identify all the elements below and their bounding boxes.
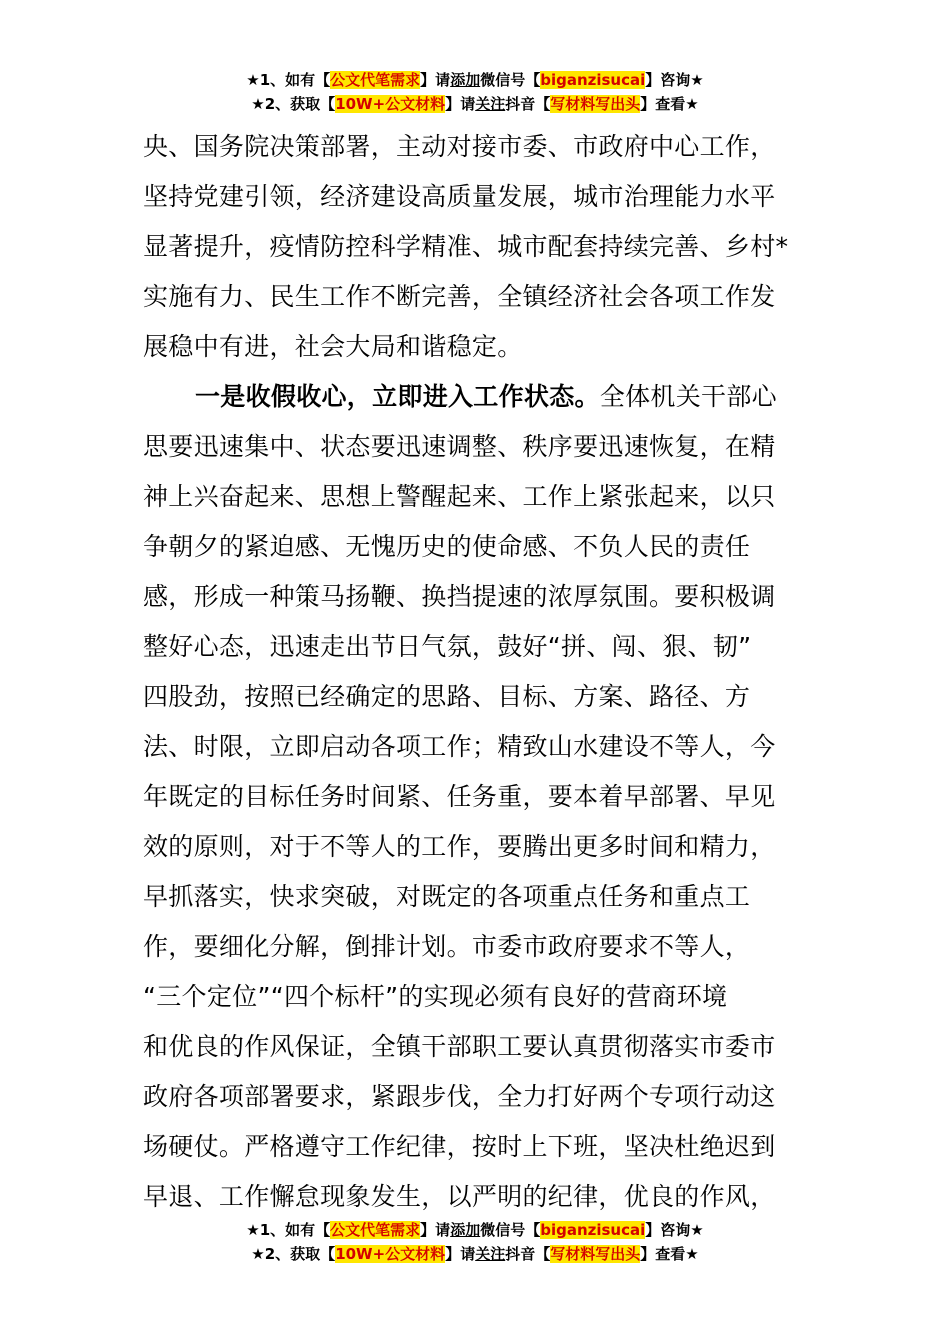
document-body	[143, 122, 808, 1222]
text-line: 政府各项部署要求，紧跟步伐，全力打好两个专项行动这	[143, 1082, 776, 1111]
text-line: 思要迅速集中、状态要迅速调整、秩序要迅速恢复，在精	[143, 432, 776, 461]
text-line: 坚持党建引领，经济建设高质量发展，城市治理能力水平	[143, 182, 776, 211]
banner-text: 抖音【	[505, 95, 551, 113]
banner-text: ★2、获取【	[251, 1245, 336, 1263]
banner-highlight: 写材料写出头	[550, 1245, 641, 1263]
banner-underline: 关注	[475, 95, 506, 113]
banner-text: 】咨询★	[645, 1221, 704, 1239]
text-span: 全体机关干部心	[599, 382, 777, 411]
footer-banner	[0, 1218, 950, 1266]
banner-underline: 关注	[475, 1245, 506, 1263]
banner-underline: 添加	[450, 1221, 481, 1239]
text-line: 感，形成一种策马扬鞭、换挡提速的浓厚氛围。要积极调	[143, 582, 776, 611]
banner-text: ★1、如有【	[246, 1221, 331, 1239]
banner-text: 】请	[420, 71, 451, 89]
text-line: 年既定的目标任务时间紧、任务重，要本着早部署、早见	[143, 782, 776, 811]
banner-highlight: 公文代笔需求	[330, 1221, 421, 1239]
text-line: 四股劲，按照已经确定的思路、目标、方案、路径、方	[143, 682, 751, 711]
banner-text: 】请	[420, 1221, 451, 1239]
banner-highlight: biganzisucai	[540, 1221, 646, 1239]
banner-text: 微信号【	[480, 71, 541, 89]
banner-underline: 添加	[450, 71, 481, 89]
paragraph-1	[143, 122, 808, 372]
paragraph-2	[143, 372, 808, 1222]
banner-text: 】请	[445, 1245, 476, 1263]
text-line: 整好心态，迅速走出节日气氛，鼓好“拼、闯、狠、韧”	[143, 632, 752, 661]
banner-text: ★1、如有【	[246, 71, 331, 89]
text-line: 作，要细化分解，倒排计划。市委市政府要求不等人，	[143, 932, 751, 961]
banner-highlight: 写材料写出头	[550, 95, 641, 113]
banner-line-2	[0, 92, 950, 116]
banner-text: 】查看★	[640, 95, 699, 113]
banner-highlight: 10W+公文材料	[335, 1245, 446, 1263]
banner-line-1	[0, 1218, 950, 1242]
text-line: 争朝夕的紧迫感、无愧历史的使命感、不负人民的责任	[143, 532, 751, 561]
banner-text: 抖音【	[505, 1245, 551, 1263]
banner-highlight: 10W+公文材料	[335, 95, 446, 113]
banner-line-1	[0, 68, 950, 92]
banner-text: 微信号【	[480, 1221, 541, 1239]
text-line: 展稳中有进，社会大局和谐稳定。	[143, 332, 523, 361]
banner-highlight: 公文代笔需求	[330, 71, 421, 89]
banner-highlight: biganzisucai	[540, 71, 646, 89]
text-line: 效的原则，对于不等人的工作，要腾出更多时间和精力，	[143, 832, 776, 861]
banner-text: ★2、获取【	[251, 95, 336, 113]
banner-text: 】请	[445, 95, 476, 113]
text-line: 场硬仗。严格遵守工作纪律，按时上下班，坚决杜绝迟到	[143, 1132, 776, 1161]
text-line-lead	[143, 372, 808, 422]
banner-text: 】查看★	[640, 1245, 699, 1263]
text-line: 早抓落实，快求突破，对既定的各项重点任务和重点工	[143, 882, 751, 911]
section-heading: 一是收假收心，立即进入工作状态。	[195, 382, 600, 411]
banner-line-2	[0, 1242, 950, 1266]
text-line: 早退、工作懈怠现象发生，以严明的纪律，优良的作风，	[143, 1182, 776, 1211]
text-line: 法、时限，立即启动各项工作；精致山水建设不等人，今	[143, 732, 776, 761]
banner-text: 】咨询★	[645, 71, 704, 89]
text-line: 神上兴奋起来、思想上警醒起来、工作上紧张起来，以只	[143, 482, 776, 511]
text-line: 显著提升，疫情防控科学精准、城市配套持续完善、乡村*	[143, 232, 789, 261]
header-banner	[0, 68, 950, 116]
text-line: “三个定位”“四个标杆”的实现必须有良好的营商环境	[143, 982, 728, 1011]
text-line: 央、国务院决策部署，主动对接市委、市政府中心工作，	[143, 132, 776, 161]
text-line: 实施有力、民生工作不断完善，全镇经济社会各项工作发	[143, 282, 776, 311]
text-line: 和优良的作风保证，全镇干部职工要认真贯彻落实市委市	[143, 1032, 776, 1061]
